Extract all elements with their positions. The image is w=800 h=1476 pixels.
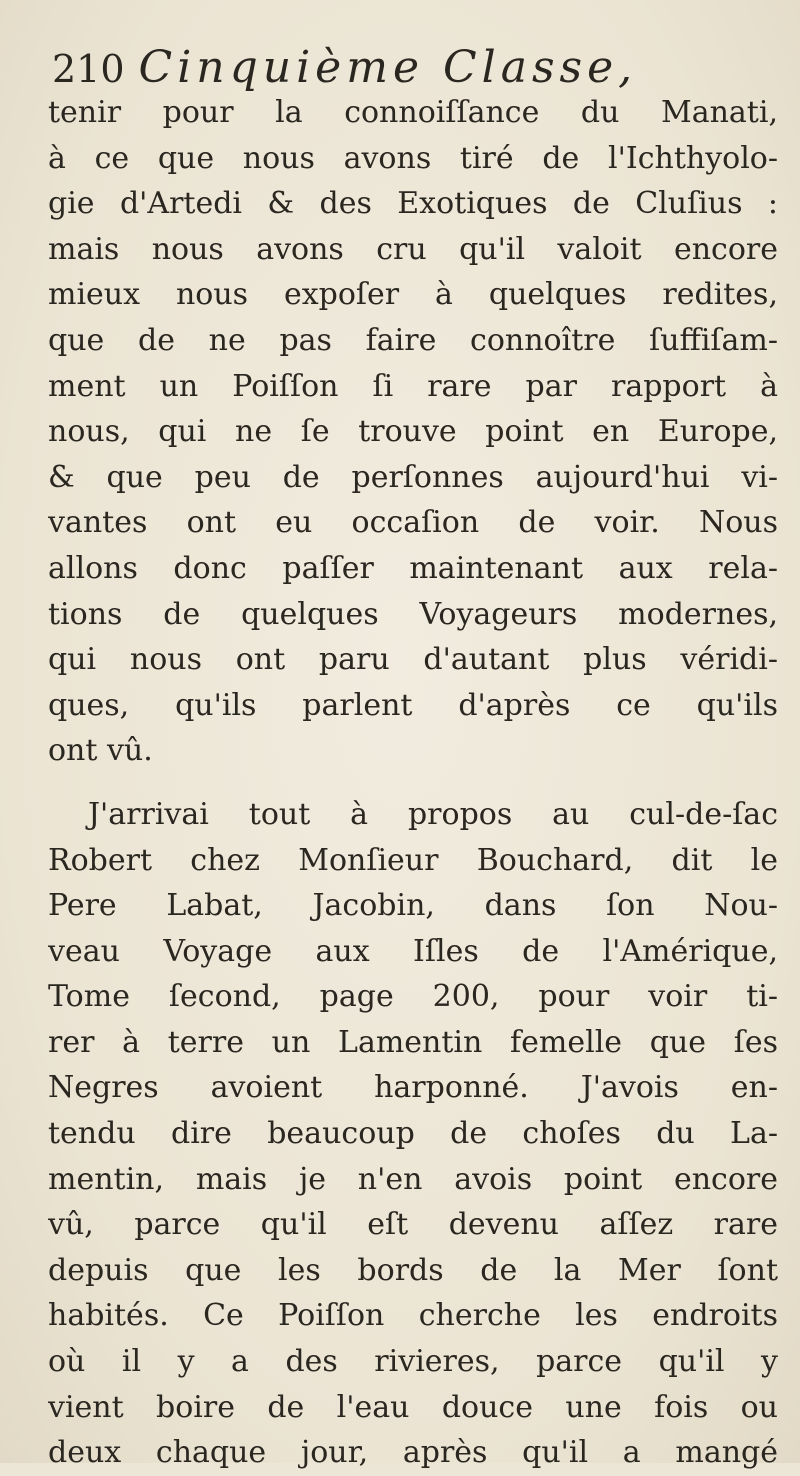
- paragraph-1: [48, 90, 778, 774]
- text-line: à ce que nous avons tiré de l'Ichthyolo-: [48, 140, 778, 176]
- text-line: veau Voyage aux Iſles de l'Amérique,: [48, 933, 778, 969]
- running-head: [52, 40, 752, 96]
- text-line: mais nous avons cru qu'il valoit encore: [48, 231, 778, 267]
- text-line: que de ne pas faire connoître ſuffiſam-: [48, 322, 778, 358]
- paragraph-2: [48, 792, 778, 1476]
- text-line: ont vû.: [48, 733, 153, 769]
- text-line: J'arrivai tout à propos au cul-de-ſac: [88, 796, 778, 832]
- text-line: vantes ont eu occaſion de voir. Nous: [48, 505, 778, 541]
- text-line: vû, parce qu'il eſt devenu aſſez rare: [48, 1207, 778, 1243]
- text-line: tendu dire beaucoup de choſes du La-: [48, 1116, 778, 1152]
- text-line: ment un Poiſſon ſi rare par rapport à: [48, 368, 778, 404]
- text-line: habités. Ce Poiſſon cherche les endroits: [48, 1298, 778, 1334]
- text-line: tenir pour la connoiſſance du Manati,: [48, 95, 778, 130]
- text-line: mieux nous expoſer à quelques redites,: [48, 277, 778, 313]
- text-line: ques, qu'ils parlent d'après ce qu'ils: [48, 687, 778, 723]
- running-head-title: Cinquième Classe,: [138, 42, 638, 93]
- text-line: gie d'Artedi & des Exotiques de Cluſius :: [48, 186, 778, 222]
- body-text: [48, 90, 778, 1476]
- text-line: mentin, mais je n'en avois point encore: [48, 1161, 778, 1197]
- text-line: allons donc paſſer maintenant aux rela-: [48, 550, 778, 586]
- text-line: où il y a des rivieres, parce qu'il y: [48, 1344, 778, 1380]
- text-line: Pere Labat, Jacobin, dans ſon Nou-: [48, 888, 778, 924]
- text-line: & que peu de perſonnes aujourd'hui vi-: [48, 459, 778, 495]
- text-line: rer à terre un Lamentin femelle que ſes: [48, 1024, 778, 1060]
- text-line: Robert chez Monſieur Bouchard, dit le: [48, 842, 778, 878]
- text-line: Negres avoient harponné. J'avois en-: [48, 1070, 778, 1106]
- paragraph-spacer: [48, 774, 778, 792]
- text-line: nous, qui ne ſe trouve point en Europe,: [48, 414, 778, 450]
- text-line: deux chaque jour, après qu'il a mangé: [48, 1435, 778, 1471]
- text-line: vient boire de l'eau douce une fois ou: [48, 1389, 778, 1425]
- text-line: qui nous ont paru d'autant plus véridi-: [48, 642, 778, 678]
- text-line: tions de quelques Voyageurs modernes,: [48, 596, 778, 632]
- text-line: Tome ſecond, page 200, pour voir ti-: [48, 979, 778, 1015]
- page-number: 210: [52, 47, 125, 91]
- text-line: depuis que les bords de la Mer ſont: [48, 1252, 778, 1288]
